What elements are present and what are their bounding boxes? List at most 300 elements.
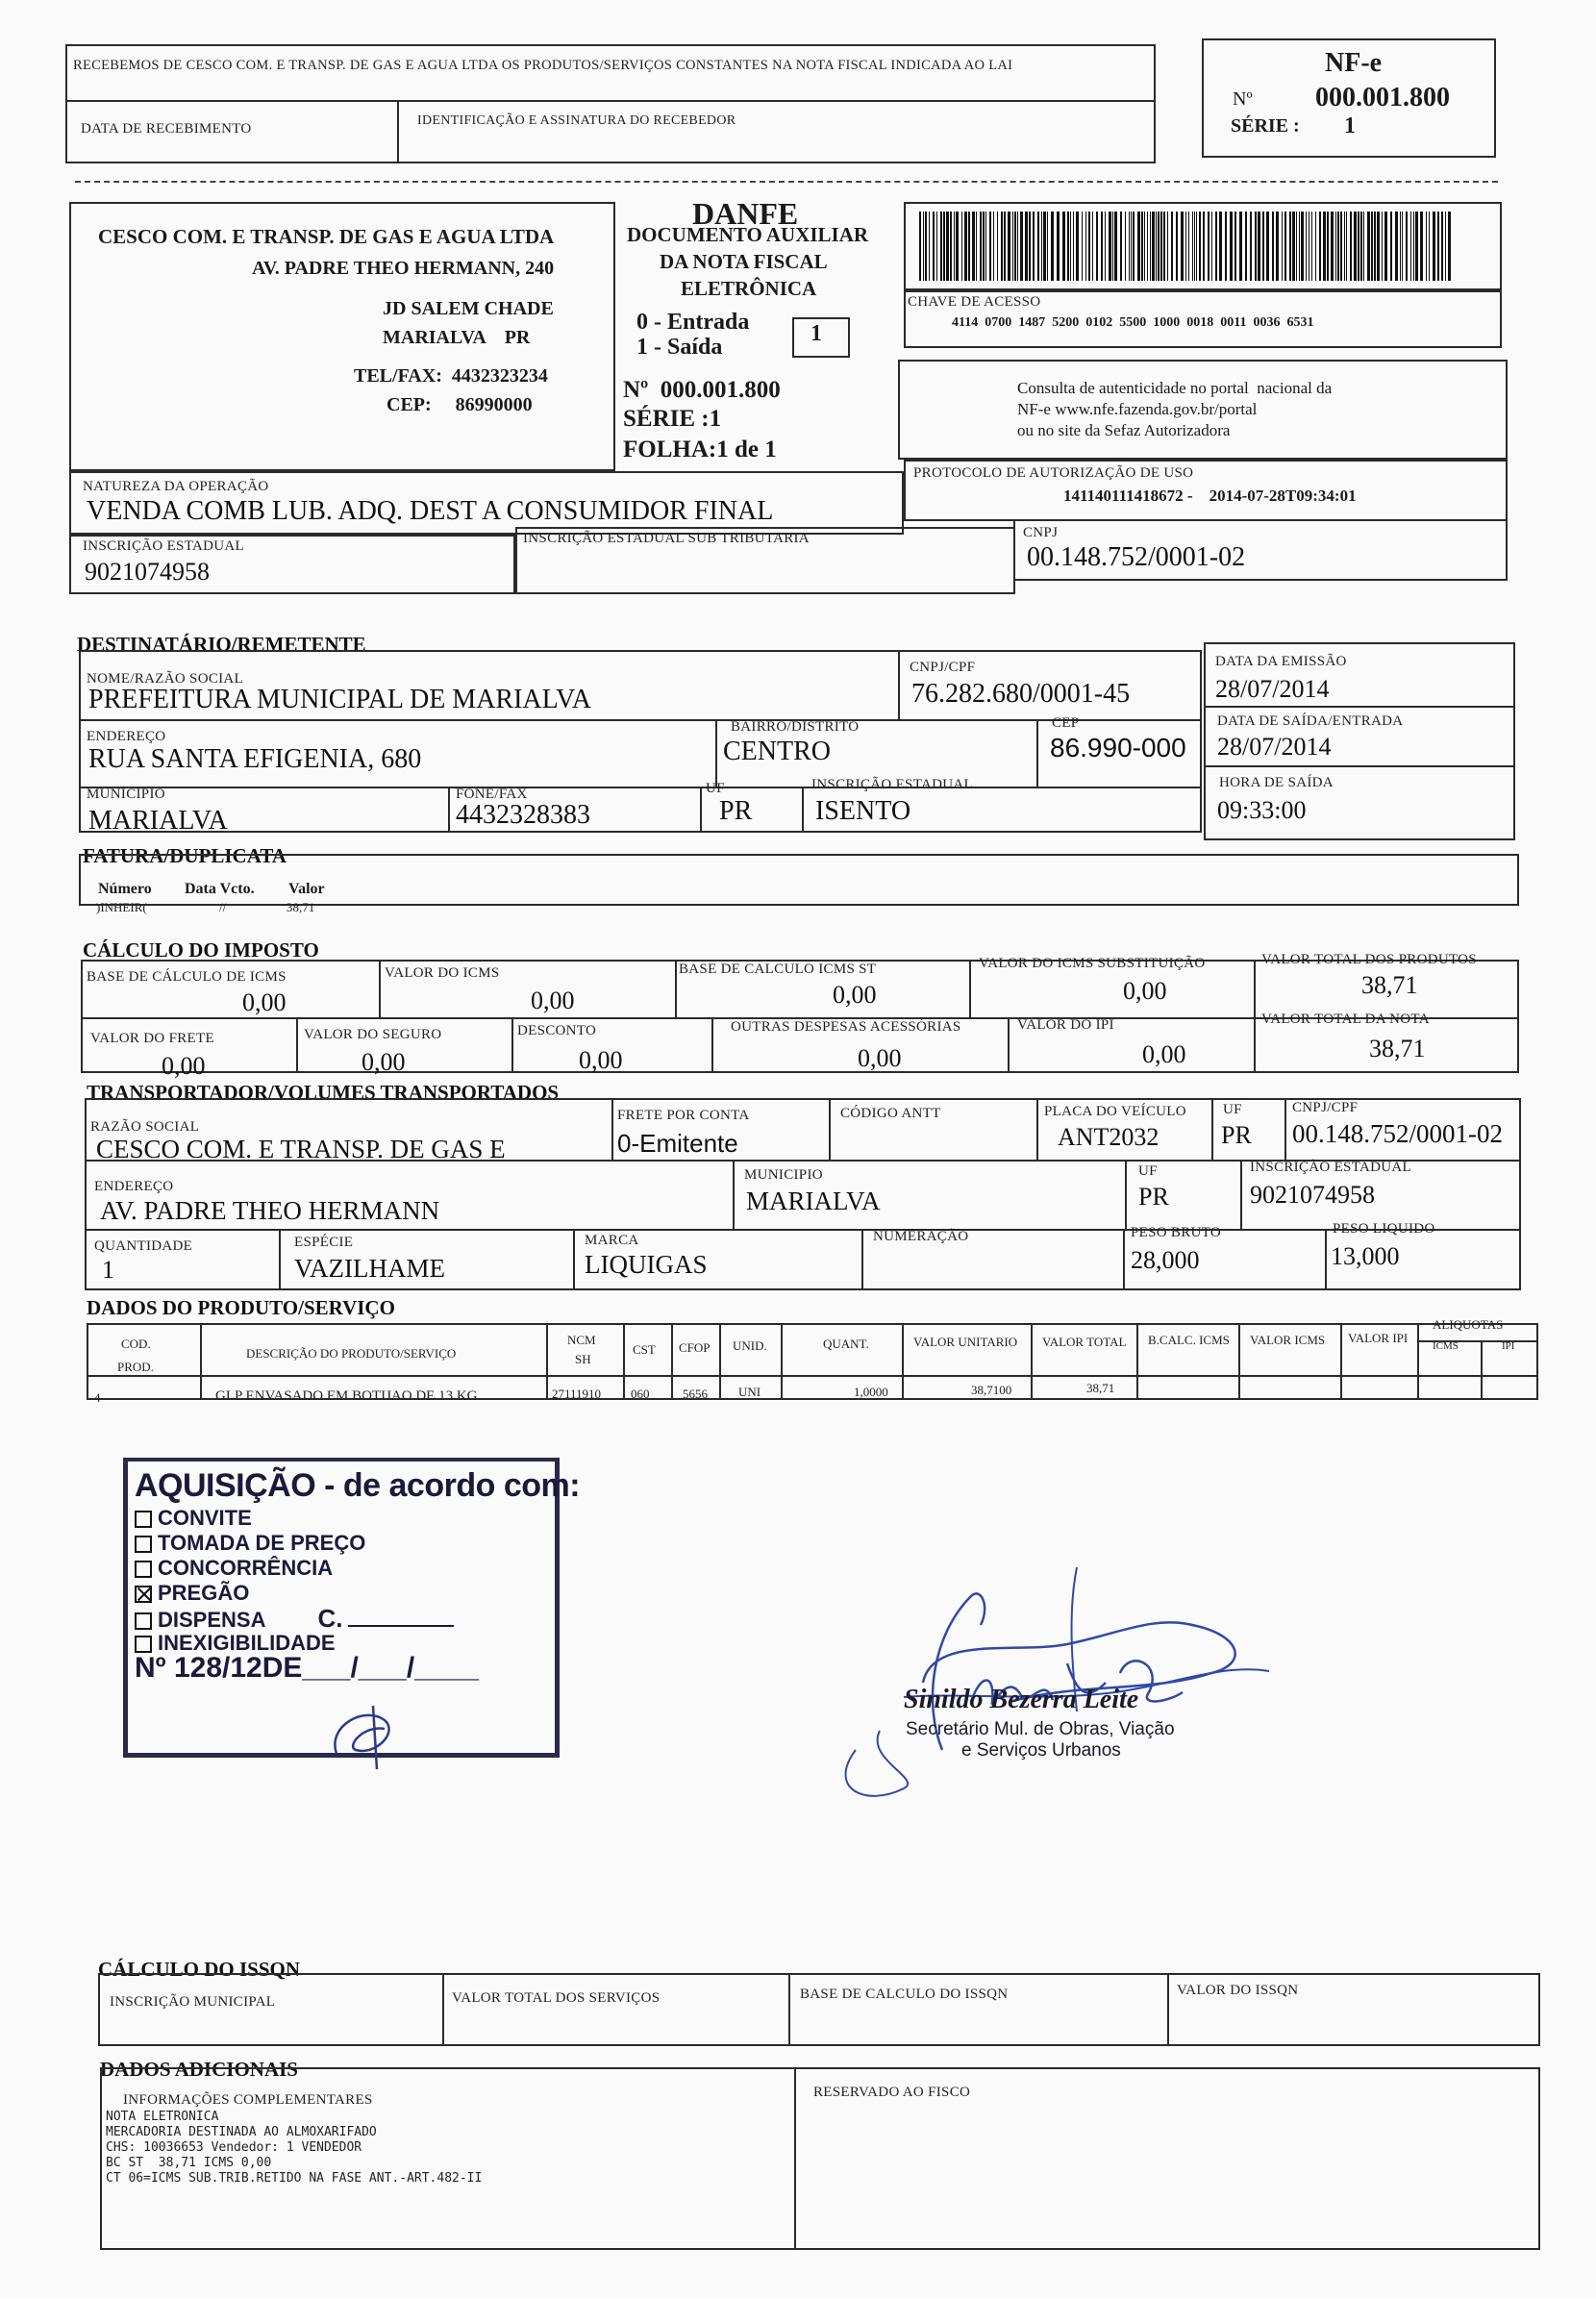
fatura-data-label: Data Vcto.: [185, 881, 255, 897]
signature-scribble: [788, 1558, 1288, 1808]
dest-cnpj: 76.282.680/0001-45: [911, 679, 1131, 709]
barcode-bar: [1340, 212, 1342, 281]
danfe-entrada: 0 - Entrada: [636, 310, 750, 335]
barcode-bar: [1410, 212, 1411, 281]
barcode-bar: [1141, 212, 1143, 281]
barcode-bar: [1384, 212, 1387, 281]
danfe-sub1: DOCUMENTO AUXILIAR: [627, 223, 869, 246]
barcode-bar: [1129, 212, 1130, 281]
desconto-label: DESCONTO: [517, 1023, 597, 1038]
barcode-bar: [968, 212, 970, 281]
stamp-option-convite: CONVITE: [135, 1506, 454, 1531]
emitente-bairro: JD SALEM CHADE: [383, 298, 554, 319]
h-cod2: PROD.: [117, 1360, 154, 1374]
consulta-line3: ou no site da Sefaz Autorizadora: [1017, 421, 1231, 439]
checkbox-icon: [135, 1561, 152, 1578]
row-vunit: 38,7100: [971, 1383, 1012, 1397]
transp-municipio: MARIALVA: [746, 1187, 881, 1215]
transp-razao: CESCO COM. E TRANSP. DE GAS E: [96, 1135, 506, 1163]
dest-ie: ISENTO: [815, 796, 911, 826]
transp-especie: VAZILHAME: [294, 1254, 445, 1283]
protocolo-label: PROTOCOLO DE AUTORIZAÇÃO DE USO: [913, 465, 1194, 481]
outras-label: OUTRAS DESPESAS ACESSÓRIAS: [731, 1019, 961, 1035]
barcode-bar: [1073, 212, 1074, 281]
bc-st: 0,00: [833, 981, 877, 1009]
barcode-bar: [1319, 212, 1321, 281]
fatura-valor: 38,71: [287, 900, 315, 914]
barcode-bar: [954, 212, 955, 281]
barcode-bar: [1415, 212, 1418, 281]
barcode-bar: [1211, 212, 1212, 281]
barcode-bar: [1299, 212, 1300, 281]
barcode-bar: [1105, 212, 1106, 281]
barcode-bar: [961, 212, 962, 281]
barcode-bar: [1147, 212, 1148, 281]
barcode-bar: [1344, 212, 1345, 281]
barcode-bar: [1245, 212, 1247, 281]
barcode-bar: [980, 212, 982, 281]
barcode-bar: [1092, 212, 1093, 281]
stamp-title: AQUISIÇÃO - de acordo com:: [135, 1467, 581, 1504]
danfe-folha: FOLHA:1 de 1: [623, 437, 777, 462]
transp-uf: PR: [1221, 1121, 1252, 1149]
frete-label: VALOR DO FRETE: [90, 1031, 214, 1046]
barcode-bar: [1133, 212, 1135, 281]
ie-st-label: INSCRIÇÃO ESTADUAL SUB TRIBUTARIA: [523, 531, 810, 546]
transp-uf2-label: UF: [1138, 1163, 1158, 1179]
barcode-bar: [1008, 212, 1010, 281]
dest-hora-label: HORA DE SAÍDA: [1219, 775, 1334, 790]
barcode-bar: [1363, 212, 1364, 281]
barcode-bar: [1057, 212, 1060, 281]
stamp-c-label: C.: [317, 1604, 343, 1633]
transp-frete: 0-Emitente: [617, 1129, 738, 1158]
barcode-bar: [1125, 212, 1126, 281]
transportador-section: TRANSPORTADOR/VOLUMES TRANSPORTADOS: [87, 1081, 560, 1104]
transp-especie-label: ESPÉCIE: [294, 1235, 354, 1250]
barcode-bar: [946, 212, 949, 281]
info-line-5: CT 06=ICMS SUB.TRIB.RETIDO NA FASE ANT.-ART.482-II: [106, 2171, 483, 2186]
assinatura-nome: Sinildo Bezerra Leite: [904, 1685, 1139, 1714]
barcode-bar: [1047, 212, 1048, 281]
danfe-serie: SÉRIE :1: [623, 406, 722, 432]
barcode-bar: [1001, 212, 1003, 281]
barcode-bar: [1150, 212, 1151, 281]
barcode-bar: [1137, 212, 1140, 281]
cnpj-value: 00.148.752/0001-02: [1027, 542, 1246, 572]
danfe-sub3: ELETRÔNICA: [681, 277, 817, 300]
barcode-bar: [1272, 212, 1274, 281]
issqn-im-label: INSCRIÇÃO MUNICIPAL: [110, 1994, 276, 2010]
issqn-section: CÁLCULO DO ISSQN: [98, 1958, 301, 1981]
barcode-bar: [1109, 212, 1111, 281]
destinatario-box: [79, 650, 1202, 833]
info-line-1: NOTA ELETRONICA: [106, 2110, 219, 2124]
checkbox-icon: [135, 1511, 152, 1528]
stamp-option-tomada: TOMADA DE PREÇO: [135, 1531, 454, 1556]
stamp-options: [135, 1506, 454, 1656]
nfe-serie: 1: [1344, 113, 1356, 138]
info-line-2: MERCADORIA DESTINADA AO ALMOXARIFADO: [106, 2125, 377, 2139]
barcode-bar: [940, 212, 942, 281]
h-bc: B.CALC. ICMS: [1148, 1333, 1230, 1347]
barcode-bar: [1346, 212, 1347, 281]
emitente-cidade: MARIALVA PR: [383, 327, 531, 348]
transp-antt-label: CÓDIGO ANTT: [840, 1106, 941, 1121]
barcode-bar: [1185, 212, 1186, 281]
chave-label: CHAVE DE ACESSO: [908, 294, 1041, 310]
dest-nome-label: NOME/RAZÃO SOCIAL: [87, 671, 244, 687]
barcode-bar: [1037, 212, 1039, 281]
dest-cep: 86.990-000: [1050, 733, 1186, 762]
transp-peso-bruto: 28,000: [1131, 1246, 1200, 1274]
barcode-bar: [1067, 212, 1069, 281]
nfe-serie-label: SÉRIE :: [1231, 115, 1300, 137]
icms-st: 0,00: [1123, 977, 1167, 1005]
h-unid: UNID.: [733, 1338, 767, 1353]
seguro: 0,00: [362, 1048, 406, 1076]
barcode-bar: [1433, 212, 1435, 281]
barcode-bar: [1306, 212, 1307, 281]
emitente-nome: CESCO COM. E TRANSP. DE GAS E AGUA LTDA: [98, 225, 555, 248]
transp-placa: ANT2032: [1058, 1123, 1160, 1151]
issqn-box: [98, 1973, 1540, 2046]
barcode-bar: [1160, 212, 1162, 281]
barcode-bar: [1188, 212, 1189, 281]
frete: 0,00: [162, 1052, 206, 1080]
barcode-bar: [1382, 212, 1383, 281]
barcode-bar: [1076, 212, 1079, 281]
barcode-bar: [933, 212, 935, 281]
barcode-bar: [1156, 212, 1157, 281]
barcode-bar: [1167, 212, 1168, 281]
icms-st-label: VALOR DO ICMS SUBSTITUIÇÃO: [979, 956, 1206, 971]
h-aliq: ALIQUOTAS: [1433, 1317, 1504, 1332]
dest-uf-label: UF: [706, 781, 725, 796]
dest-emissao: 28/07/2014: [1215, 675, 1330, 703]
barcode-bar: [1445, 212, 1446, 281]
h-cfop: CFOP: [679, 1340, 711, 1355]
total-nota-label: VALOR TOTAL DA NOTA: [1261, 1012, 1430, 1027]
nfe-number-prefix: Nº: [1233, 88, 1253, 110]
dest-endereco: RUA SANTA EFIGENIA, 680: [88, 744, 422, 774]
dest-cnpj-label: CNPJ/CPF: [910, 660, 976, 675]
barcode-bar: [1219, 212, 1222, 281]
barcode-bar: [1323, 212, 1326, 281]
h-ncm1: NCM: [567, 1333, 596, 1347]
transp-placa-label: PLACA DO VEÍCULO: [1044, 1104, 1186, 1119]
barcode-bar: [1225, 212, 1227, 281]
stamp-initials-signature: [317, 1687, 423, 1773]
barcode-icon: [919, 212, 1458, 281]
barcode-bar: [1194, 212, 1195, 281]
fatura-numero: )INHEIR(: [96, 900, 147, 914]
info-line-4: BC ST 38,71 ICMS 0,00: [106, 2156, 272, 2170]
checkbox-icon: [135, 1536, 152, 1553]
nfe-label: NF-e: [1325, 48, 1383, 78]
barcode-bar: [1062, 212, 1065, 281]
barcode-bar: [1152, 212, 1155, 281]
barcode-bar: [993, 212, 994, 281]
ipi: 0,00: [1142, 1040, 1186, 1068]
icms-label: VALOR DO ICMS: [385, 965, 500, 981]
h-vunit: VALOR UNITARIO: [913, 1335, 1018, 1349]
barcode-bar: [1070, 212, 1071, 281]
barcode-bar: [1181, 212, 1184, 281]
bc-icms-label: BASE DE CÁLCULO DE ICMS: [87, 969, 287, 985]
row-quant: 1,0000: [854, 1385, 888, 1399]
barcode-bar: [1276, 212, 1279, 281]
adicionais-section: DADOS ADICIONAIS: [100, 2058, 298, 2081]
barcode-bar: [1041, 212, 1042, 281]
cnpj-label: CNPJ: [1023, 525, 1059, 540]
barcode-bar: [1266, 212, 1269, 281]
checkbox-icon: [135, 1612, 152, 1630]
barcode-bar: [1215, 212, 1217, 281]
dest-endereco-label: ENDEREÇO: [87, 729, 166, 744]
transp-cnpj-label: CNPJ/CPF: [1292, 1100, 1359, 1115]
danfe-numero: Nº 000.001.800: [623, 377, 781, 403]
barcode-bar: [1033, 212, 1035, 281]
dest-hora: 09:33:00: [1217, 796, 1307, 824]
barcode-bar: [1335, 212, 1336, 281]
barcode-bar: [1131, 212, 1132, 281]
transp-peso-liq: 13,000: [1331, 1242, 1400, 1270]
barcode-bar: [1292, 212, 1295, 281]
dest-municipio: MARIALVA: [88, 806, 228, 836]
barcode-bar: [1331, 212, 1334, 281]
barcode-bar: [972, 212, 975, 281]
barcode-bar: [1004, 212, 1006, 281]
transp-numeracao-label: NUMERAÇÃO: [873, 1229, 969, 1244]
transp-qtd-label: QUANTIDADE: [94, 1238, 193, 1254]
barcode-bar: [1163, 212, 1165, 281]
barcode-bar: [1096, 212, 1098, 281]
barcode-bar: [1301, 212, 1304, 281]
barcode-bar: [1441, 212, 1443, 281]
barcode-bar: [1420, 212, 1423, 281]
fatura-data: //: [219, 900, 227, 914]
outras: 0,00: [858, 1044, 902, 1072]
barcode-bar: [1426, 212, 1427, 281]
row-cst: 060: [631, 1387, 650, 1401]
barcode-bar: [1112, 212, 1113, 281]
emitente-cep: CEP: 86990000: [387, 394, 533, 415]
desconto: 0,00: [579, 1046, 623, 1074]
transp-frete-label: FRETE POR CONTA: [617, 1108, 750, 1123]
barcode-bar: [1437, 212, 1439, 281]
checkbox-icon: [135, 1636, 152, 1653]
transp-marca-label: MARCA: [585, 1233, 639, 1248]
dest-emissao-label: DATA DA EMISSÃO: [1215, 654, 1347, 669]
dest-saida-label: DATA DE SAÍDA/ENTRADA: [1217, 713, 1404, 729]
barcode-bar: [1448, 212, 1451, 281]
barcode-bar: [1230, 212, 1233, 281]
h-ncm2: SH: [575, 1352, 591, 1366]
h-cst: CST: [633, 1342, 656, 1357]
h-quant: QUANT.: [823, 1337, 869, 1351]
barcode-bar: [1101, 212, 1103, 281]
barcode-bar: [943, 212, 945, 281]
barcode-bar: [1085, 212, 1086, 281]
issqn-v-label: VALOR DO ISSQN: [1177, 1983, 1299, 1998]
barcode-bar: [1337, 212, 1339, 281]
dest-ie-label: INSCRIÇÃO ESTADUAL: [811, 777, 973, 792]
barcode-bar: [1082, 212, 1083, 281]
barcode-bar: [1051, 212, 1054, 281]
transp-cnpj: 00.148.752/0001-02: [1292, 1119, 1503, 1148]
danfe-title: DANFE: [692, 196, 799, 231]
fisco-label: RESERVADO AO FISCO: [813, 2085, 971, 2100]
barcode-bar: [1390, 212, 1392, 281]
barcode-bar: [1017, 212, 1018, 281]
stamp-numero-line: Nº 128/12DE___/___/____: [135, 1652, 479, 1684]
transp-endereco-label: ENDEREÇO: [94, 1179, 174, 1194]
ipi-label: VALOR DO IPI: [1017, 1017, 1114, 1033]
barcode-bar: [1296, 212, 1297, 281]
barcode-bar: [1192, 212, 1193, 281]
bc-st-label: BASE DE CALCULO ICMS ST: [679, 962, 877, 977]
barcode-bar: [956, 212, 959, 281]
fatura-numero-label: Número: [98, 881, 152, 897]
imposto-section: CÁLCULO DO IMPOSTO: [83, 938, 319, 962]
barcode-bar: [1196, 212, 1197, 281]
transp-peso-bruto-label: PESO BRUTO: [1131, 1225, 1221, 1240]
barcode-bar: [1234, 212, 1236, 281]
total-nota: 38,71: [1369, 1035, 1426, 1062]
barcode-bar: [983, 212, 985, 281]
identificacao-label: IDENTIFICAÇÃO E ASSINATURA DO RECEBEDOR: [417, 113, 736, 128]
barcode-bar: [1114, 212, 1117, 281]
barcode-bar: [1315, 212, 1316, 281]
transp-uf-label: UF: [1223, 1102, 1242, 1117]
consulta-line2: NF-e www.nfe.fazenda.gov.br/portal: [1017, 400, 1258, 418]
barcode-bar: [1282, 212, 1283, 281]
barcode-bar: [1284, 212, 1286, 281]
natureza-label: NATUREZA DA OPERAÇÃO: [83, 479, 269, 494]
barcode-bar: [1354, 212, 1357, 281]
barcode-bar: [1350, 212, 1352, 281]
barcode-bar: [1250, 212, 1252, 281]
barcode-bar: [1203, 212, 1205, 281]
transp-peso-liq-label: PESO LIQUIDO: [1333, 1221, 1435, 1237]
barcode-bar: [1429, 212, 1430, 281]
data-recebimento-label: DATA DE RECEBIMENTO: [81, 121, 252, 137]
dest-fone: 4432328383: [456, 800, 590, 830]
barcode-bar: [1120, 212, 1122, 281]
dest-bairro-label: BAIRRO/DISTRITO: [731, 719, 860, 735]
fatura-valor-label: Valor: [288, 881, 325, 897]
barcode-bar: [1402, 212, 1403, 281]
barcode-bar: [976, 212, 977, 281]
ie-value: 9021074958: [85, 558, 210, 586]
barcode-bar: [1262, 212, 1264, 281]
transp-endereco: AV. PADRE THEO HERMANN: [100, 1196, 440, 1225]
stamp-option-pregao: PREGÃO: [135, 1581, 454, 1606]
checked-checkbox-icon: [135, 1586, 152, 1603]
row-cod: 4: [94, 1390, 101, 1405]
barcode-bar: [1144, 212, 1145, 281]
transp-razao-label: RAZÃO SOCIAL: [90, 1119, 200, 1135]
h-vtotal: VALOR TOTAL: [1042, 1335, 1127, 1349]
assinatura-cargo2: e Serviços Urbanos: [961, 1740, 1121, 1761]
transp-municipio-label: MUNICIPIO: [744, 1167, 823, 1183]
barcode-bar: [950, 212, 952, 281]
row-unid: UNI: [738, 1385, 761, 1399]
ie-label: INSCRIÇÃO ESTADUAL: [83, 538, 244, 554]
dest-uf: PR: [719, 796, 753, 826]
barcode-bar: [997, 212, 998, 281]
assinatura-cargo1: Secretário Mul. de Obras, Viação: [906, 1719, 1175, 1739]
barcode-bar: [1239, 212, 1242, 281]
barcode-bar: [964, 212, 967, 281]
barcode-bar: [1395, 212, 1398, 281]
barcode-bar: [1367, 212, 1370, 281]
stamp-option-dispensa: DISPENSA C.: [135, 1606, 454, 1631]
barcode-bar: [1374, 212, 1376, 281]
natureza-value: VENDA COMB LUB. ADQ. DEST A CONSUMIDOR FINAL: [87, 496, 774, 526]
dest-municipio-label: MUNICIPIO: [87, 787, 165, 802]
barcode-bar: [1012, 212, 1013, 281]
barcode-bar: [989, 212, 991, 281]
row-cfop: 5656: [683, 1387, 708, 1401]
h-desc: DESCRIÇÃO DO PRODUTO/SERVIÇO: [246, 1346, 457, 1361]
issqn-bc-label: BASE DE CALCULO DO ISSQN: [800, 1987, 1009, 2002]
row-desc: GLP ENVASADO EM BOTIJAO DE 13 KG: [215, 1388, 478, 1404]
barcode-bar: [1289, 212, 1291, 281]
nfe-number: 000.001.800: [1315, 83, 1450, 112]
bc-icms: 0,00: [242, 988, 287, 1016]
barcode-bar: [1255, 212, 1257, 281]
destinatario-section: DESTINATÁRIO/REMETENTE: [77, 633, 366, 656]
barcode-bar: [1158, 212, 1160, 281]
barcode-bar: [1088, 212, 1090, 281]
transp-qtd: 1: [102, 1256, 114, 1284]
dest-bairro: CENTRO: [723, 737, 831, 766]
barcode-bar: [923, 212, 924, 281]
row-vtotal: 38,71: [1086, 1381, 1115, 1395]
barcode-bar: [1360, 212, 1362, 281]
barcode-bar: [1258, 212, 1260, 281]
cut-line: [75, 181, 1498, 183]
barcode-bar: [1327, 212, 1329, 281]
canhoto-recebemos-text: RECEBEMOS DE CESCO COM. E TRANSP. DE GAS E AGUA LTDA OS PRODUTOS/SERVIÇOS CONSTANTES NA NOTA FISCAL INDICADA AO LAI: [73, 58, 1013, 73]
total-prod-label: VALOR TOTAL DOS PRODUTOS: [1261, 952, 1477, 967]
consulta-line1: Consulta de autenticidade no portal nacional da: [1017, 379, 1333, 397]
issqn-vts-label: VALOR TOTAL DOS SERVIÇOS: [452, 1990, 661, 2006]
danfe-tipo: 1: [810, 321, 822, 346]
barcode-bar: [1413, 212, 1414, 281]
danfe-sub2: DA NOTA FISCAL: [660, 250, 828, 273]
barcode-bar: [985, 212, 986, 281]
icms: 0,00: [531, 987, 575, 1014]
chave-valor: 4114 0700 1487 5200 0102 5500 1000 0018 0011 0036 6531: [952, 315, 1314, 330]
protocolo-value: 141140111418672 - 2014-07-28T09:34:01: [1063, 487, 1357, 505]
barcode-bar: [1176, 212, 1178, 281]
dest-fone-label: FONE/FAX: [456, 787, 528, 802]
info-comp-label: INFORMAÇÕES COMPLEMENTARES: [123, 2092, 373, 2108]
dest-nome: PREFEITURA MUNICIPAL DE MARIALVA: [88, 685, 592, 714]
total-prod: 38,71: [1361, 971, 1418, 999]
transp-ie-label: INSCRIÇÃO ESTADUAL: [1250, 1160, 1411, 1175]
h-cod1: COD.: [121, 1337, 151, 1351]
barcode-bar: [1199, 212, 1201, 281]
barcode-bar: [1043, 212, 1046, 281]
transp-marca: LIQUIGAS: [585, 1250, 708, 1279]
h-aipi: IPI: [1502, 1340, 1515, 1352]
seguro-label: VALOR DO SEGURO: [304, 1027, 442, 1042]
barcode-bar: [1025, 212, 1028, 281]
